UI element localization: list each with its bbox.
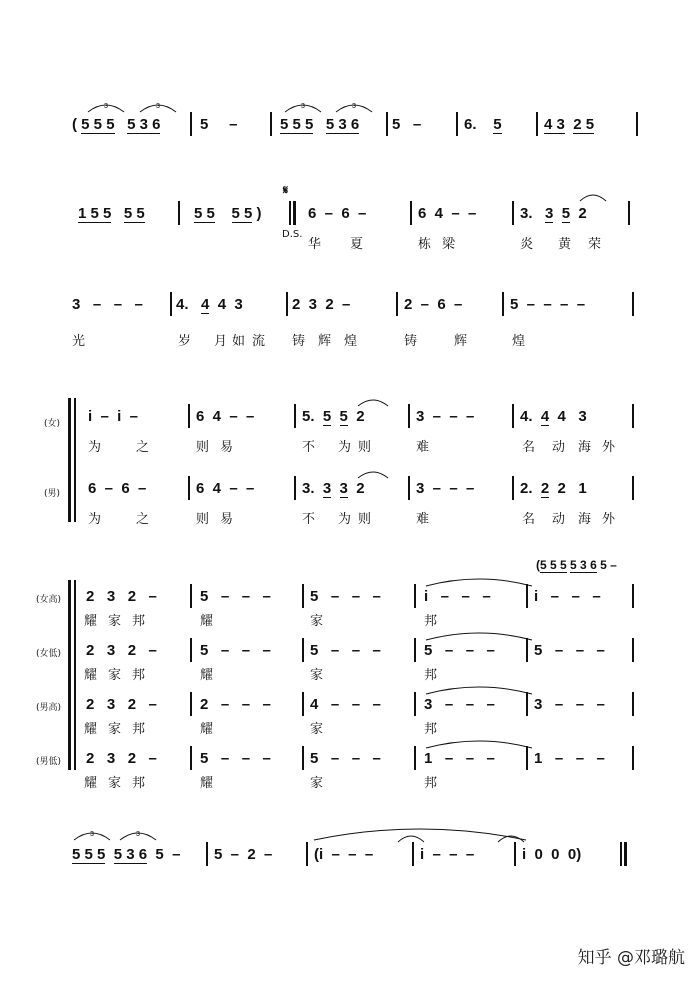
lyric: 铸 bbox=[404, 334, 418, 349]
barline bbox=[632, 404, 634, 428]
svg-text:3: 3 bbox=[352, 103, 356, 110]
barline bbox=[190, 638, 192, 662]
lyric: 家 bbox=[310, 668, 324, 683]
lyric: 为 bbox=[338, 512, 352, 527]
measure-4: 5 – bbox=[392, 116, 422, 133]
female-label: (女) bbox=[44, 419, 61, 429]
barline bbox=[294, 404, 296, 428]
part-measure: 1 – – – bbox=[534, 750, 605, 767]
barline bbox=[632, 584, 634, 608]
lyric: 外 bbox=[602, 440, 616, 455]
measure-1: ( 5 5 5 5 3 6 bbox=[72, 116, 161, 133]
part-measure: 5 – – – bbox=[310, 642, 381, 659]
lyric: 邦 bbox=[424, 614, 438, 629]
barline bbox=[188, 476, 190, 500]
triplet-arc bbox=[138, 100, 178, 114]
barline bbox=[414, 692, 416, 716]
measure-8: 5 5 5 5 ) bbox=[194, 205, 262, 222]
lyric: 家 bbox=[108, 776, 122, 791]
lyric: 家 bbox=[108, 668, 122, 683]
lyric: 海 bbox=[578, 512, 592, 527]
tie-arc bbox=[424, 684, 534, 696]
barline bbox=[170, 292, 172, 316]
lyric: 则 bbox=[358, 440, 372, 455]
lyric: 月 bbox=[214, 334, 228, 349]
barline bbox=[206, 842, 208, 866]
triplet-arc bbox=[283, 100, 323, 114]
part-measure: 3 – – – bbox=[534, 696, 605, 713]
lyric: 难 bbox=[416, 440, 430, 455]
barline bbox=[414, 638, 416, 662]
lyric: 煌 bbox=[344, 334, 358, 349]
chorus-cue: (5 5 5 5 3 6 5 – bbox=[536, 558, 617, 572]
coda-measure-1: 5 5 5 5 3 6 5 – bbox=[72, 846, 181, 863]
part-label: (女高) bbox=[36, 595, 62, 605]
barline bbox=[190, 746, 192, 770]
lyric: 家 bbox=[310, 722, 324, 737]
barline bbox=[386, 112, 388, 136]
lyric: 不 bbox=[302, 440, 316, 455]
lyric: 岁 bbox=[178, 334, 192, 349]
barline bbox=[632, 746, 634, 770]
ds-mark: D.S. bbox=[282, 229, 303, 240]
male-label: (男) bbox=[44, 489, 61, 499]
part-measure: 5 – – – bbox=[200, 642, 271, 659]
measure-3: 5 5 5 5 3 6 bbox=[280, 116, 360, 133]
barline bbox=[632, 292, 634, 316]
chorus-lyrics-row bbox=[0, 772, 699, 802]
lyric: 家 bbox=[310, 776, 324, 791]
part-measure: 2 3 2 – bbox=[86, 696, 157, 713]
barline bbox=[188, 404, 190, 428]
lyric: 耀 bbox=[200, 722, 214, 737]
part-measure: 5 – – – bbox=[200, 750, 271, 767]
barline bbox=[190, 112, 192, 136]
lyric: 耀 bbox=[84, 776, 98, 791]
lyric: 夏 bbox=[350, 237, 364, 252]
male-measure-1: 6 – 6 – bbox=[88, 480, 147, 497]
female-measure-3: 5. 5 5 2 bbox=[302, 408, 365, 425]
measure-10: 6 4 – – bbox=[418, 205, 477, 222]
part-measure: 1 – – – bbox=[424, 750, 495, 767]
lyric: 海 bbox=[578, 440, 592, 455]
male-measure-4: 3 – – – bbox=[416, 480, 475, 497]
chorus-lyrics-row bbox=[0, 718, 699, 748]
measure-13: 4. 4 4 3 bbox=[176, 296, 243, 313]
lyric: 动 bbox=[552, 440, 566, 455]
barline bbox=[512, 476, 514, 500]
lyric: 则 bbox=[358, 512, 372, 527]
lyric: 邦 bbox=[132, 668, 146, 683]
female-measure-5: 4. 4 4 3 bbox=[520, 408, 587, 425]
segno-sign: 𝄋 bbox=[283, 183, 289, 197]
svg-text:3: 3 bbox=[104, 103, 108, 110]
part-measure: 2 3 2 – bbox=[86, 642, 157, 659]
lyric: 家 bbox=[310, 614, 324, 629]
part-label: (男低) bbox=[36, 757, 62, 767]
barline bbox=[190, 692, 192, 716]
barline bbox=[512, 404, 514, 428]
part-measure: 3 – – – bbox=[424, 696, 495, 713]
lyric: 易 bbox=[220, 512, 234, 527]
coda-measure-3: (i – – – bbox=[314, 846, 374, 863]
barline bbox=[456, 112, 458, 136]
lyric: 不 bbox=[302, 512, 316, 527]
measure-15: 2 – 6 – bbox=[404, 296, 463, 313]
measure-11: 3. 3 5 2 bbox=[520, 205, 587, 222]
part-label: (女低) bbox=[36, 649, 62, 659]
slur-arc bbox=[356, 468, 390, 480]
lyric: 名 bbox=[522, 440, 536, 455]
lyric: 易 bbox=[220, 440, 234, 455]
barline bbox=[190, 584, 192, 608]
lyric: 辉 bbox=[318, 334, 332, 349]
male-measure-3: 3. 3 3 2 bbox=[302, 480, 365, 497]
barline bbox=[632, 638, 634, 662]
female-measure-1: i – i – bbox=[88, 408, 139, 425]
lyric: 则 bbox=[196, 440, 210, 455]
tie-arc bbox=[496, 832, 526, 844]
bracket bbox=[68, 398, 71, 522]
measure-5: 6. 5 bbox=[464, 116, 502, 133]
barline bbox=[414, 746, 416, 770]
lyric: 炎 bbox=[520, 237, 534, 252]
lyric: 耀 bbox=[84, 668, 98, 683]
barline bbox=[410, 201, 412, 225]
barline bbox=[536, 112, 538, 136]
male-measure-2: 6 4 – – bbox=[196, 480, 255, 497]
part-measure: 5 – – – bbox=[424, 642, 495, 659]
tie-arc bbox=[396, 832, 426, 844]
part-measure: 2 3 2 – bbox=[86, 588, 157, 605]
chorus-lyrics-row bbox=[0, 610, 699, 640]
tie-arc bbox=[424, 738, 534, 750]
barline bbox=[408, 404, 410, 428]
measure-6: 4 3 2 5 bbox=[544, 116, 595, 133]
barline bbox=[502, 292, 504, 316]
barline bbox=[294, 476, 296, 500]
barline bbox=[632, 692, 634, 716]
lyric: 邦 bbox=[424, 668, 438, 683]
lyric: 之 bbox=[136, 512, 150, 527]
svg-text:3: 3 bbox=[301, 103, 305, 110]
measure-14: 2 3 2 – bbox=[292, 296, 351, 313]
part-measure: i – – – bbox=[534, 588, 601, 605]
lyric: 华 bbox=[308, 237, 322, 252]
barline bbox=[270, 112, 272, 136]
lyric: 邦 bbox=[132, 722, 146, 737]
lyric: 邦 bbox=[132, 614, 146, 629]
barline bbox=[306, 842, 308, 866]
lyric: 为 bbox=[88, 512, 102, 527]
part-measure: 5 – – – bbox=[310, 750, 381, 767]
part-measure: 2 – – – bbox=[200, 696, 271, 713]
lyric: 煌 bbox=[512, 334, 526, 349]
lyric: 耀 bbox=[200, 614, 214, 629]
lyric: 耀 bbox=[84, 722, 98, 737]
triplet-arc bbox=[86, 100, 126, 114]
barline bbox=[636, 112, 638, 136]
barline bbox=[514, 842, 516, 866]
lyric: 邦 bbox=[424, 722, 438, 737]
coda-measure-4: i – – – bbox=[420, 846, 475, 863]
triplet-arc bbox=[118, 828, 158, 842]
svg-text:3: 3 bbox=[90, 831, 94, 838]
lyric: 辉 bbox=[454, 334, 468, 349]
male-measure-5: 2. 2 2 1 bbox=[520, 480, 587, 497]
slur-arc bbox=[356, 396, 390, 408]
barline bbox=[289, 201, 291, 225]
lyric: 栋 bbox=[418, 237, 432, 252]
lyric: 如 bbox=[232, 334, 246, 349]
barline bbox=[414, 584, 416, 608]
lyric: 邦 bbox=[132, 776, 146, 791]
lyric: 邦 bbox=[424, 776, 438, 791]
lyric: 黄 bbox=[558, 237, 572, 252]
chorus-lyrics-row bbox=[0, 664, 699, 694]
lyric: 为 bbox=[88, 440, 102, 455]
svg-text:3: 3 bbox=[156, 103, 160, 110]
part-measure: 4 – – – bbox=[310, 696, 381, 713]
lyric: 光 bbox=[72, 334, 86, 349]
svg-text:3: 3 bbox=[136, 831, 140, 838]
part-measure: 5 – – – bbox=[200, 588, 271, 605]
barline bbox=[286, 292, 288, 316]
tie-arc bbox=[424, 630, 534, 642]
barline bbox=[620, 842, 622, 866]
lyric: 耀 bbox=[200, 668, 214, 683]
coda-measure-2: 5 – 2 – bbox=[214, 846, 273, 863]
measure-7: 1 5 5 5 5 bbox=[78, 205, 145, 222]
lyric: 耀 bbox=[200, 776, 214, 791]
part-measure: 5 – – – bbox=[310, 588, 381, 605]
final-barline bbox=[624, 842, 627, 866]
female-measure-4: 3 – – – bbox=[416, 408, 475, 425]
barline bbox=[408, 476, 410, 500]
slur-arc bbox=[578, 191, 608, 203]
barline-double bbox=[293, 201, 296, 225]
tie-arc bbox=[424, 576, 534, 588]
lyric: 难 bbox=[416, 512, 430, 527]
lyric: 外 bbox=[602, 512, 616, 527]
measure-16: 5 – – – – bbox=[510, 296, 586, 313]
barline bbox=[302, 746, 304, 770]
triplet-arc bbox=[334, 100, 374, 114]
lyric: 铸 bbox=[292, 334, 306, 349]
barline bbox=[512, 201, 514, 225]
part-measure: 2 3 2 – bbox=[86, 750, 157, 767]
barline bbox=[628, 201, 630, 225]
lyric: 家 bbox=[108, 614, 122, 629]
barline bbox=[412, 842, 414, 866]
barline bbox=[302, 692, 304, 716]
lyric: 梁 bbox=[442, 237, 456, 252]
part-measure: 5 – – – bbox=[534, 642, 605, 659]
barline bbox=[632, 476, 634, 500]
barline bbox=[178, 201, 180, 225]
bracket bbox=[74, 398, 76, 522]
part-measure: i – – – bbox=[424, 588, 491, 605]
lyric: 家 bbox=[108, 722, 122, 737]
lyric: 荣 bbox=[588, 237, 602, 252]
barline bbox=[302, 584, 304, 608]
barline bbox=[396, 292, 398, 316]
lyric: 之 bbox=[136, 440, 150, 455]
lyric: 名 bbox=[522, 512, 536, 527]
lyric: 动 bbox=[552, 512, 566, 527]
measure-9: 6 – 6 – bbox=[308, 205, 367, 222]
triplet-arc bbox=[72, 828, 112, 842]
measure-12: 3 – – – bbox=[72, 296, 143, 313]
female-measure-2: 6 4 – – bbox=[196, 408, 255, 425]
barline bbox=[302, 638, 304, 662]
measure-2: 5 – bbox=[200, 116, 238, 133]
lyric: 流 bbox=[252, 334, 266, 349]
coda-measure-5: i 0 0 0) bbox=[522, 846, 582, 863]
lyric: 为 bbox=[338, 440, 352, 455]
lyric: 则 bbox=[196, 512, 210, 527]
watermark: 知乎 @邓璐航 bbox=[577, 948, 685, 968]
lyric: 耀 bbox=[84, 614, 98, 629]
part-label: (男高) bbox=[36, 703, 62, 713]
